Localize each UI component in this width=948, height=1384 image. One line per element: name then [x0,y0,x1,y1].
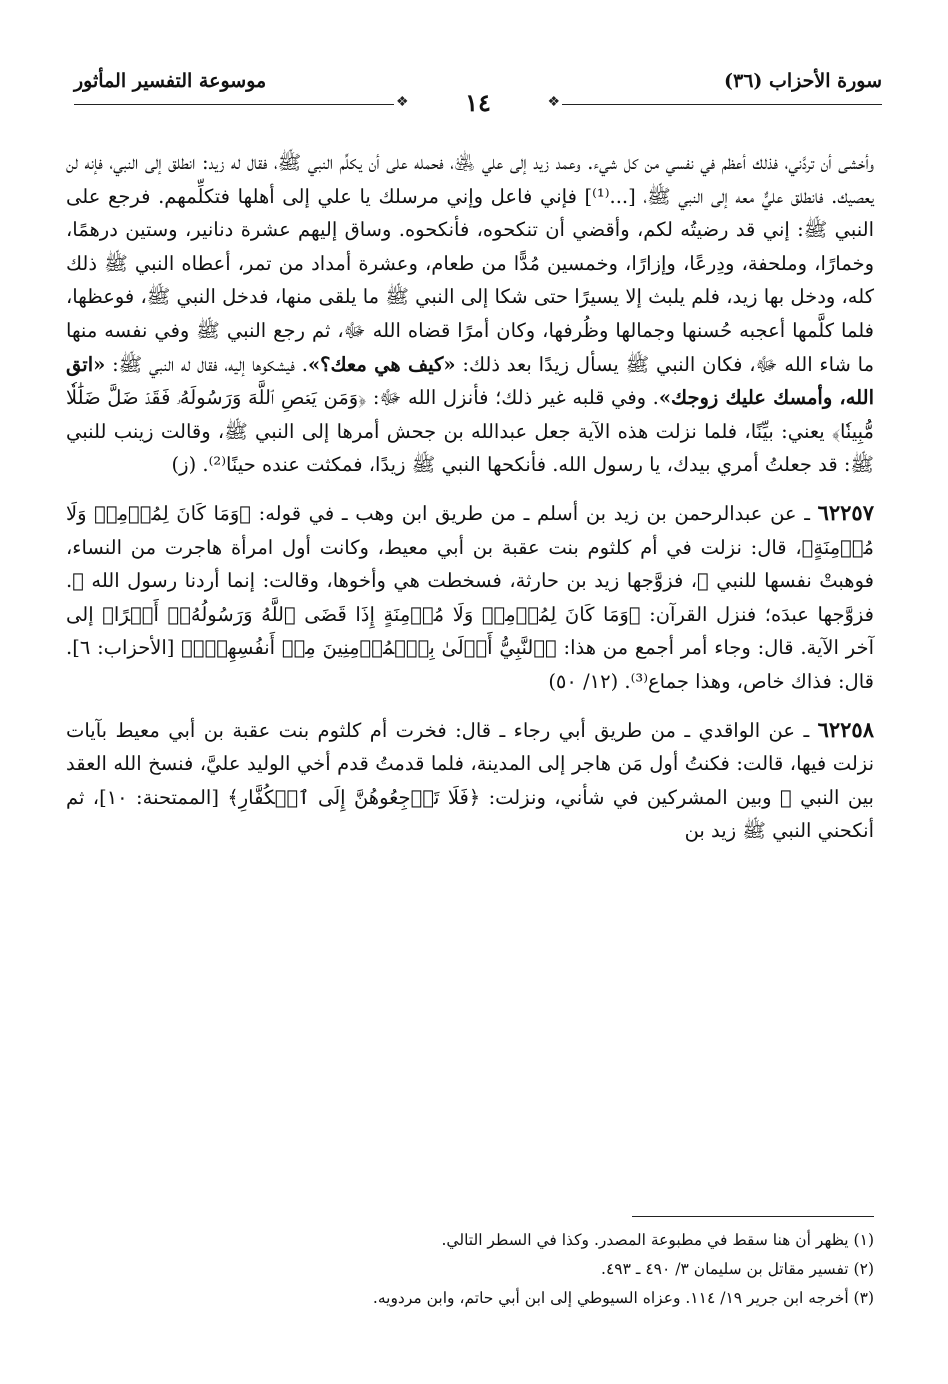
paragraph [66,146,874,482]
footnote: (٣) أخرجه ابن جرير ١٩/ ١١٤. وعزاه السيوطي إلى ابن أبي حاتم، وابن مردويه. [372,1289,874,1307]
book-title: موسوعة التفسير المأثور [74,70,267,92]
narration-number: ٦٢٢٥٧ [817,499,874,525]
paragraph [66,713,874,848]
segment: . فيشكوها إليه، فقال له النبي ﷺ: [105,352,308,376]
ornament-right-icon: ❖ [547,94,560,110]
page-header [74,62,882,132]
quote-bold: «كيف هي معك؟» [307,352,456,376]
segment: ـ عن عبدالرحمن بن زيد بن أسلم ـ من طريق ابن وهب ـ في قوله: ﴿وَمَا كَانَ لِمُؤۡمِنٖ وَلَا مُؤۡمِنَةٍ﴾، قال: نزلت في أم كلثوم بنت عقبة بن أبي معيط، وكانت أول امرأة هاجرت من النساء، فوهبتْ نفسها للنبي ﷺ، فزوَّجها زيد بن حارثة، فسخطت هي وأخوها، وقالت: إنما أردنا رسول الله ﷺ. فزوَّجها عبدَه؛ فنزل القرآن: ﴿وَمَا كَانَ لِمُؤۡمِنٖ وَلَا مُؤۡمِنَةٍ إِذَا قَضَى ٱللَّهُ وَرَسُولُهُۥٓ أَمۡرًا﴾ إلى آخر الآية. قال: وجاء أمر أجمع من هذا: ﴿ٱلنَّبِيُّ أَوۡلَىٰ بِٱلۡمُؤۡمِنِينَ مِنۡ أَنفُسِهِمۡۖ﴾ [الأحزاب: ٦]. قال: فذاك خاص، وهذا جماع⁽³⁾. (١٢/ ٥٠) [66,501,874,693]
quote-bold: «اتق الله، وأمسك عليك زوجك» [66,352,874,410]
footnote-divider [632,1216,874,1217]
header-rule-right [562,104,882,105]
segment: ـ عن الواقدي ـ من طريق أبي رجاء ـ قال: فخرت أم كلثوم بنت عقبة بن أبي معيط بآيات نزلت فيها، قالت: فكنتُ أول مَن هاجر إلى المدينة، فلما قدمتُ قدم أخي الوليد عليَّ، فنسخ الله العقد بين النبي ﷺ وبين المشركين في شأني، ونزلت: ﴿فَلَا تَرۡجِعُوهُنَّ إِلَى ٱلۡكُفَّارِ﴾ [الممتحنة: ١٠]، ثم أنكحني النبي ﷺ زيد بن [66,718,874,843]
ornament-left-icon: ❖ [396,94,409,110]
header-rule-left [74,104,394,105]
footnote: (٢) تفسير مقاتل بن سليمان ٣/ ٤٩٠ ـ ٤٩٣. [601,1260,874,1278]
narration-number: ٦٢٢٥٨ [817,716,874,742]
segment: وأخشى أن تردَّني، فذلك أعظم في نفسي من كل شيء. وعمد زيد إلى علي ﵁، فحمله على أن يكلِّم النبي ﷺ، فقال له زيد: انطلق إلى النبي، فإنه لن يعصيك. فانطلق عليٌّ معه إلى النبي ﷺ، [...⁽¹⁾] فإني فاعل وإني مرسلك يا علي إلى أهلها فتكلِّمهم. فرجع على النبي ﷺ: إني قد رضيتُه لكم، وأقضي أن تنكحوه، فأنكحوه. وساق إليهم عشرة دنانير، وستين درهمًا، وخمارًا، وملحفة، ودِرعًا، وإزارًا، وخمسين مُدًّا من طعام، وعشرة أمداد من تمر، أعطاه النبي ﷺ ذلك كله، ودخل بها زيد، فلم يلبث إلا يسيرًا حتى شكا إلى النبي ﷺ ما يلقى منها، فدخل النبي ﷺ، فوعظها، فلما كلَّمها أعجبه حُسنها وجمالها وظُرفها، وكان أمرًا قضاه الله ﷻ، ثم رجع النبي ﷺ وفي نفسه منها ما شاء الله ﷻ، فكان النبي ﷺ يسأل زيدًا بعد ذلك: [66,151,875,376]
page-number: ١٤ [465,88,491,117]
footnote: (١) يظهر أن هنا سقط في مطبوعة المصدر. وكذا في السطر التالي. [441,1231,874,1249]
surah-title: سورة الأحزاب (٣٦) [723,70,882,92]
footnotes [66,1226,874,1313]
main-text [66,146,874,848]
segment: . وفي قلبه غير ذلك؛ فأنزل الله ﷻ: ﴿وَمَن يَعۡصِ ٱللَّهَ وَرَسُولَهُۥ فَقَدۡ ضَلَّ ضَلَٰلٗا مُّبِينٗا﴾ يعني: بيِّنًا، فلما نزلت هذه الآية جعل عبدالله بن جحش أمرها إلى النبي ﷺ، وقالت زينب للنبي ﷺ: قد جعلتُ أمري بيدك، يا رسول الله. فأنكحها النبي ﷺ زيدًا، فمكثت عنده حينًا⁽²⁾. (ز) [66,386,874,477]
paragraph [66,496,874,699]
